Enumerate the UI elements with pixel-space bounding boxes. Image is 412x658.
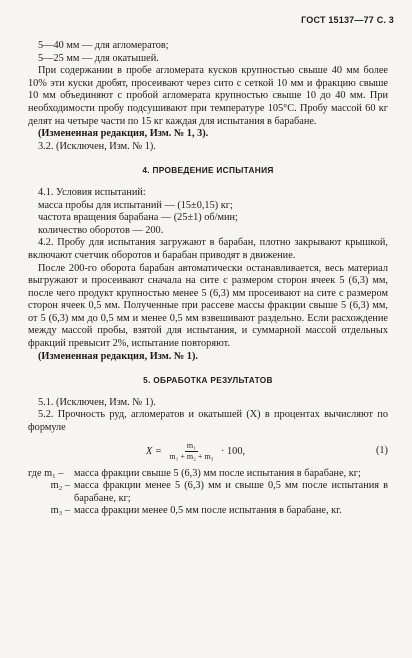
definition-m3 bbox=[28, 505, 388, 518]
strength-formula bbox=[28, 441, 388, 462]
formula-number: (1) bbox=[375, 444, 388, 456]
variable-definitions bbox=[28, 468, 388, 518]
formula-lhs: X = bbox=[146, 445, 162, 457]
definition-m2 bbox=[28, 480, 388, 505]
size-range-pellets: 5—25 мм — для окатышей. bbox=[38, 52, 159, 64]
definition-text: масса фракции свыше 5 (6,3) мм после испытания в барабане, кг; bbox=[74, 467, 361, 479]
amendment-note-1: (Измененная редакция, Изм. № 1, 3). bbox=[38, 128, 209, 140]
section-5-heading: 5. ОБРАБОТКА РЕЗУЛЬТАТОВ bbox=[143, 375, 273, 386]
formula-denominator: m₁ + m₂ + m₃ bbox=[169, 451, 214, 461]
item-5-2: 5.2. Прочность руд, агломератов и окатышей (X) в процентах вычисляют по формуле bbox=[28, 409, 388, 434]
size-range-agglomerates: 5—40 мм — для агломератов; bbox=[38, 40, 169, 51]
item-3-2: 3.2. (Исключен, Изм. № 1). bbox=[38, 140, 156, 152]
condition-revolutions: количество оборотов — 200. bbox=[38, 224, 164, 236]
definition-symbol: m₂ – bbox=[50, 480, 70, 492]
item-4-1: 4.1. Условия испытаний: bbox=[38, 186, 146, 198]
paragraph-agglomerate: При содержании в пробе агломерата кусков крупностью свыше 40 мм более 10% эти куски дробят, просеивают через сито с сеткой 10 мм и фракцию свыше 10 мм объединяют с пробой агломерата крупностью свыше 10 до 40 мм. При необходимости пробу подсушивают при температуре 105°С. Пробу массой 60 кг делят на четыре части по 15 кг каждая для испытания в барабане. bbox=[28, 65, 388, 127]
formula-fraction bbox=[167, 441, 215, 462]
definition-text: масса фракции менее 5 (6,3) мм и свыше 0,5 мм после испытания в барабане, кг; bbox=[74, 480, 388, 504]
definition-symbol: m₃ – bbox=[50, 505, 70, 517]
condition-rotation-speed: частота вращения барабана — (25±1) об/мин; bbox=[38, 212, 238, 224]
definition-m1 bbox=[28, 468, 388, 481]
page-header: ГОСТ 15137—77 С. 3 bbox=[301, 15, 394, 25]
formula-numerator: m₁ bbox=[186, 440, 196, 450]
condition-sample-mass: масса пробы для испытаний — (15±0,15) кг; bbox=[38, 199, 233, 211]
item-4-2: 4.2. Пробу для испытания загружают в барабан, плотно закрывают крышкой, включают счетчик оборотов и барабан приводят в движение. bbox=[28, 237, 388, 261]
formula-rhs: · 100, bbox=[221, 445, 246, 457]
amendment-note-2: (Измененная редакция, Изм. № 1). bbox=[38, 350, 198, 362]
paragraph-after-200-revolutions: После 200-го оборота барабан автоматически останавливается, весь материал выгружают и просеивают сначала на сите с размером сторон ячеек 5 (6,3) мм, после чего продукт крупностью менее 5 (6,3) мм просеивают на сите с размером сторон ячеек 0,5 мм. Полученные при рассеве массы фракции свыше 5 (6,3) мм, от 5 (6,3) мм до 0,5 мм и менее 0,5 мм взвешивают раздельно. Если расхождение между массой пробы, взятой для испытания, и суммарной массой отдельных фракций превысит 2%, испытание повторяют. bbox=[28, 262, 388, 350]
formula-expression bbox=[146, 441, 245, 462]
definition-text: масса фракции менее 0,5 мм после испытания в барабане, кг. bbox=[74, 505, 342, 517]
document-body bbox=[28, 40, 388, 518]
definition-symbol: где m₁ – bbox=[28, 467, 64, 479]
item-5-1: 5.1. (Исключен, Изм. № 1). bbox=[38, 396, 156, 408]
section-4-heading: 4. ПРОВЕДЕНИЕ ИСПЫТАНИЯ bbox=[142, 165, 274, 176]
